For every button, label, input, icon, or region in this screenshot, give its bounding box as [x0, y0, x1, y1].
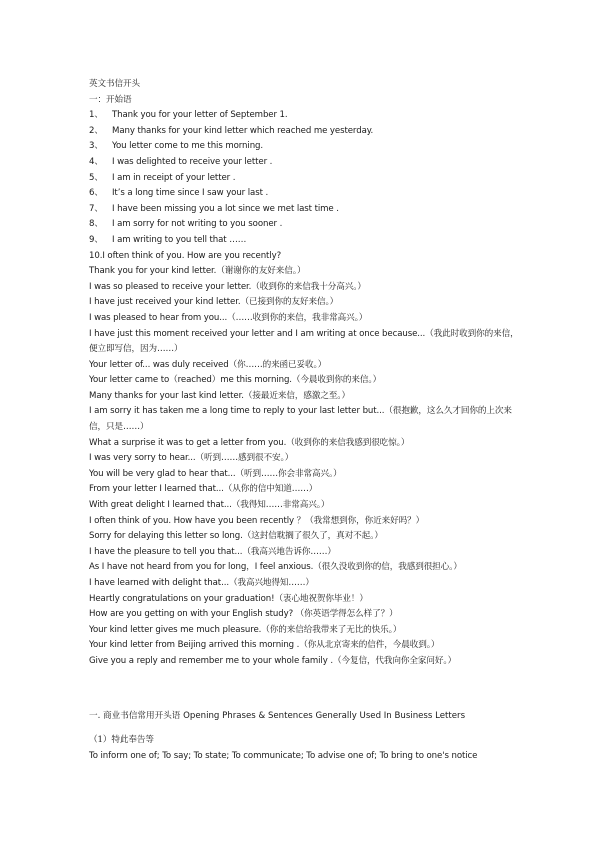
phrase-line: I often think of you. How have you been recently ？（我常想到你，你近来好吗？）: [89, 515, 425, 526]
phrase-line: Your kind letter from Beijing arrived this morning .（你从北京寄来的信件，今晨收到。）: [89, 640, 440, 651]
phrase-line: With great delight I learned that...（我得知……非常高兴。）: [89, 500, 330, 511]
list-item: [89, 155, 519, 171]
spacer: [89, 670, 519, 709]
list-text: I have been missing you a lot since we met last time .: [112, 203, 339, 214]
phrase-line: You will be very glad to hear that...（听到……你会非常高兴。）: [89, 468, 342, 479]
list-text: You letter come to me this morning.: [112, 141, 264, 152]
phrase-list: [89, 249, 519, 670]
phrase-line: I am sorry it has taken me a long time to reply to your last letter but...（很抱歉，这么久才回你的上次来信，只是……）: [89, 406, 512, 433]
list-number: 2、: [89, 125, 103, 136]
phrase-line: Give you a reply and remember me to your whole family .（今复信，代我向你全家问好。）: [89, 655, 457, 666]
phrase-line: Your kind letter gives me much pleasure.（你的来信给我带来了无比的快乐。）: [89, 624, 402, 635]
phrase-line: I have just this moment received your letter and I am writing at once because...（我此时收到你的来信，便立即写信，因为……）: [89, 328, 519, 355]
list-item: [89, 171, 519, 187]
phrase-line: Heartly congratulations on your graduation!（衷心地祝贺你毕业！）: [89, 593, 368, 604]
phrase-line: How are you getting on with your English study? （你英语学得怎么样了？）: [89, 609, 398, 620]
list-item: [89, 217, 519, 233]
list-item: [89, 139, 519, 155]
phrase-line: I have learned with delight that...（我高兴地得知……）: [89, 578, 314, 588]
list-text: I am in receipt of your letter .: [112, 172, 236, 183]
phrase-line: I was pleased to hear from you...（……收到你的来信，我非常高兴。）: [89, 312, 368, 323]
business-phrase-line: To inform one of; To say; To state; To communicate; To advise one of; To bring to one's notice: [89, 750, 478, 761]
list-item: [89, 233, 519, 249]
list-item: [89, 186, 519, 202]
list-item: [89, 124, 519, 140]
list-number: 5、: [89, 172, 103, 183]
list-text: Many thanks for your kind letter which reached me yesterday.: [112, 125, 374, 136]
phrase-line: I have the pleasure to tell you that...（我高兴地告诉你……）: [89, 546, 336, 557]
list-number: 1、: [89, 110, 103, 121]
list-text: I was delighted to receive your letter .: [112, 156, 273, 167]
phrase-line: Your letter of... was duly received（你……的来函已妥收。）: [89, 359, 327, 370]
list-number: 9、: [89, 234, 103, 245]
list-text: I am sorry for not writing to you sooner .: [112, 219, 283, 230]
list-number: 7、: [89, 203, 103, 214]
list-number: 8、: [89, 219, 103, 230]
list-item: [89, 202, 519, 218]
phrase-line: I was very sorry to hear...（听到……感到很不安。）: [89, 453, 294, 464]
phrase-line: I was so pleased to receive your letter.（收到你的来信我十分高兴。）: [89, 281, 366, 292]
document-title: 英文书信开头: [89, 79, 140, 89]
list-text: I am writing to you tell that ……: [112, 234, 247, 245]
list-item: [89, 108, 519, 124]
numbered-list: [89, 108, 519, 248]
phrase-line: As I have not heard from you for long，I feel anxious.（很久没收到你的信，我感到很担心。）: [89, 562, 462, 573]
phrase-line: Your letter came to（reached）me this morning.（今晨收到你的来信。）: [89, 375, 382, 386]
business-subheading: （1）特此奉告等: [89, 735, 154, 746]
phrase-line: Thank you for your kind letter.（谢谢你的友好来信。）: [89, 266, 306, 277]
phrase-line: 10.I often think of you. How are you recently?: [89, 250, 282, 261]
list-number: 6、: [89, 188, 103, 199]
list-text: It’s a long time since I saw your last .: [112, 188, 269, 199]
list-text: Thank you for your letter of September 1.: [112, 110, 288, 121]
list-number: 4、: [89, 156, 103, 167]
phrase-line: Many thanks for your last kind letter.（接最近来信，感激之至。）: [89, 390, 350, 401]
business-section-heading: 一. 商业书信常用开头语 Opening Phrases & Sentences Generally Used In Business Letters: [89, 710, 466, 721]
section-title-opening: 一：开始语: [89, 94, 132, 105]
phrase-line: What a surprise it was to get a letter from you.（收到你的来信我感到很吃惊。）: [89, 437, 410, 448]
phrase-line: From your letter I learned that...（从你的信中知道……）: [89, 484, 318, 495]
document-body: [89, 77, 519, 764]
phrase-line: Sorry for delaying this letter so long.（这封信耽搁了很久了，真对不起。）: [89, 531, 383, 542]
phrase-line: I have just received your kind letter.（已接到你的友好来信。）: [89, 297, 339, 308]
spacer: [89, 724, 519, 733]
list-number: 3、: [89, 141, 103, 152]
